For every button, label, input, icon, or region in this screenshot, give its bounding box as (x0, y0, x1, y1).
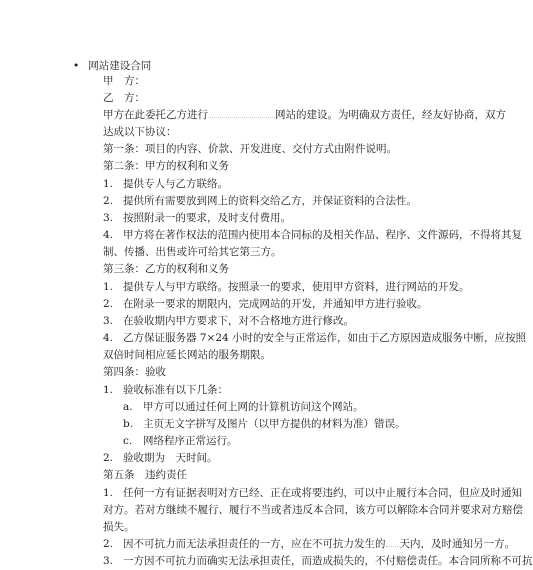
s2-item-continued: 制、传播、出售或许可给其它第三方。 (103, 246, 282, 258)
party-a-line: 甲 方： (103, 75, 145, 87)
intro-line-2: 达成以下协议： (103, 126, 177, 138)
section-4-heading: 第四条：验收 (103, 366, 166, 378)
s2-item: 4. 甲方将在著作权法的范围内使用本合同标的及相关作品、程序、文件源码，不得将其复 (103, 229, 522, 241)
s3-item: 2. 在附录一要求的期限内，完成网站的开发，并通知甲方进行验收。 (103, 298, 428, 310)
intro-text-a: 甲方在此委托乙方进行 (103, 109, 208, 121)
section-3-heading: 第三条：乙方的权利和义务 (103, 263, 229, 275)
document-title: • 网站建设合同 (73, 58, 151, 75)
s3-item: 3. 在验收期内甲方要求下，对不合格地方进行修改。 (103, 315, 354, 327)
section-1: 第一条：项目的内容、价款、开发进度、交付方式由附件说明。 (103, 143, 397, 155)
website-name-blank (208, 107, 275, 118)
intro-text-b: 网站的建设。为明确双方责任，经友好协商，双方 (275, 109, 506, 121)
s3-item: 4. 乙方保证服务器 7×24 小时的安全与正常运作，如由于乙方原因造成服务中断，应按照 (103, 332, 527, 344)
days-blank (386, 536, 400, 547)
section-2-heading: 第二条：甲方的权利和义务 (103, 160, 229, 172)
s3-item-continued: 双倍时间相应延长网站的服务期限。 (103, 349, 271, 361)
s2-item: 1. 提供专人与乙方联络。 (103, 178, 228, 190)
intro-line-1 (103, 107, 506, 124)
s5-item-1: 1. 任何一方有证据表明对方已经、正在或将要违约，可以中止履行本合同，但应及时通知 (103, 487, 522, 499)
s5-item-1-continued: 损失。 (103, 521, 135, 533)
s4-subitem: c. 网络程序正常运行。 (123, 435, 238, 447)
s4-item-2: 2. 验收期为 天时间。 (103, 452, 218, 464)
s4-item-1: 1. 验收标准有以下几条： (103, 384, 228, 396)
s5-item-3: 3. 一方因不可抗力而确实无法承担责任，而造成损失的，不付赔偿责任。本合同所称不可抗 (103, 555, 533, 567)
s2-item: 3. 按照附录一的要求，及时支付费用。 (103, 212, 291, 224)
s4-subitem: b. 主页无文字拼写及图片（以甲方提供的材料为准）错误。 (123, 418, 406, 430)
s4-subitem: a. 甲方可以通过任何上网的计算机访问这个网站。 (123, 401, 364, 413)
s5-item-2: 2. 因不可抗力而无法承担责任的一方，应在不可抗力发生的 天内，及时通知另一方。 (103, 538, 515, 550)
section-5-heading: 第五条 违约责任 (103, 469, 187, 481)
s2-item: 2. 提供所有需要放到网上的资料交给乙方，并保证资料的合法性。 (103, 195, 417, 207)
s5-item-1-continued: 对方。若对方继续不履行、履行不当或者违反本合同，该方可以解除本合同并要求对方赔偿 (103, 504, 523, 516)
party-b-line: 乙 方： (103, 92, 145, 104)
s3-item: 1. 提供专人与甲方联络。按照录一的要求，使用甲方资料，进行网站的开发。 (103, 281, 470, 293)
